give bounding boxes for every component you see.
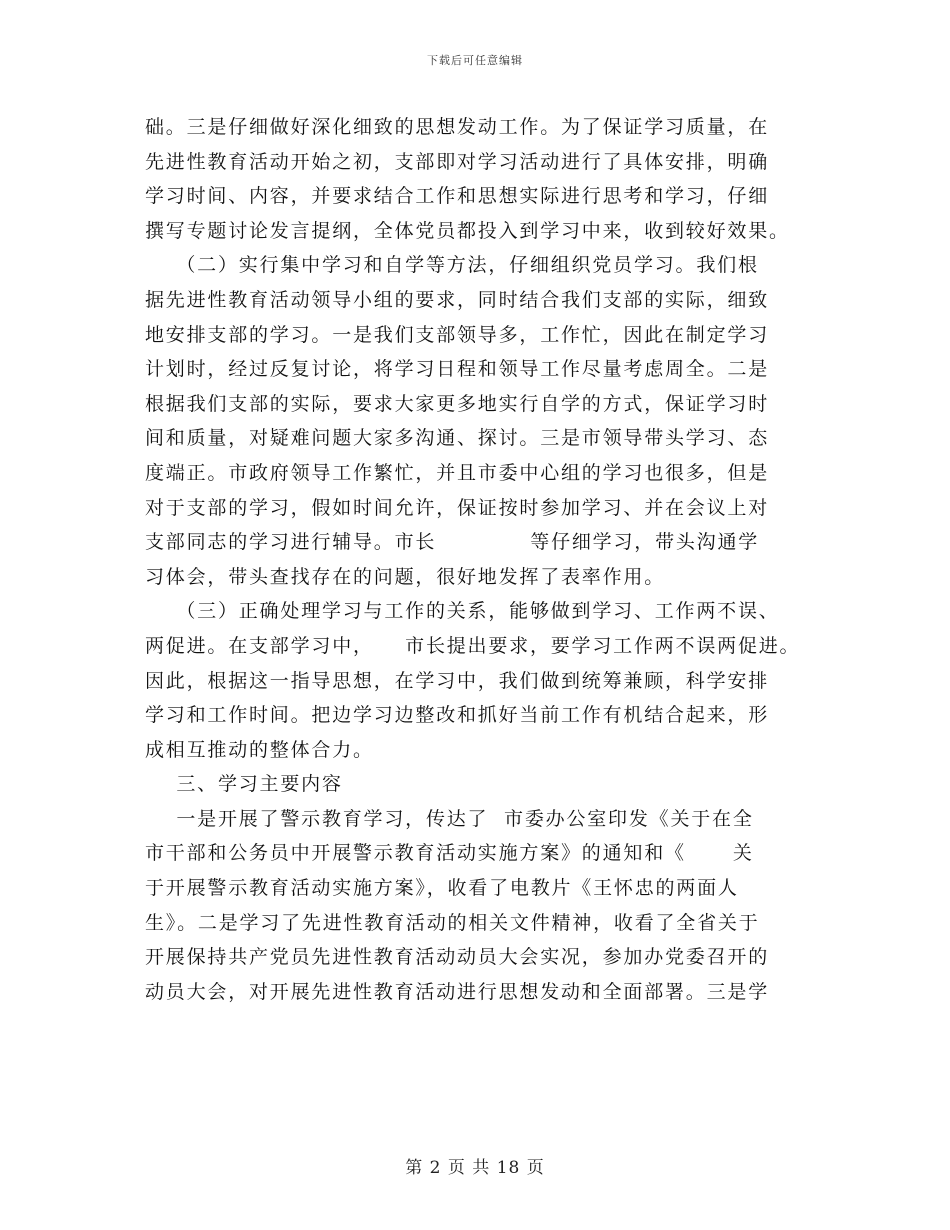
text-line: 学习和工作时间。把边学习边整改和抓好当前工作有机结合起来，形	[145, 704, 770, 727]
text-line: 一是开展了警示教育学习，传达了 市委办公室印发《关于在全	[145, 807, 754, 830]
text-line: 据先进性教育活动领导小组的要求，同时结合我们支部的实际，细致	[145, 288, 770, 311]
text-line: 因此，根据这一指导思想，在学习中，我们做到统筹兼顾，科学安排	[145, 669, 770, 692]
text-line: 市干部和公务员中开展警示教育活动实施方案》的通知和《 关	[145, 842, 754, 865]
text-line: 础。三是仔细做好深化细致的思想发动工作。为了保证学习质量，在	[145, 116, 770, 138]
text-line: 生》。二是学习了先进性教育活动的相关文件精神，收看了全省关于	[145, 911, 760, 934]
text-line: 于开展警示教育活动实施方案》，收看了电教片《王怀忠的两面人	[145, 877, 739, 900]
page-header: 下载后可任意编辑	[427, 54, 523, 67]
text-line: 习体会，带头查找存在的问题，很好地发挥了表率作用。	[145, 565, 666, 588]
text-line: （二）实行集中学习和自学等方法，仔细组织党员学习。我们根	[145, 254, 759, 277]
text-line: 地安排支部的学习。一是我们支部领导多，工作忙，因此在制定学习	[145, 323, 770, 346]
text-line: 撰写专题讨论发言提纲，全体党员都投入到学习中来，收到较好效果。	[145, 219, 790, 242]
text-line: 两促进。在支部学习中， 市长提出要求，要学习工作两不误两促进。	[145, 634, 801, 657]
text-line: 先进性教育活动开始之初，支部即对学习活动进行了具体安排，明确	[145, 150, 770, 173]
text-line: 根据我们支部的实际，要求大家更多地实行自学的方式，保证学习时	[145, 392, 770, 415]
text-line: 计划时，经过反复讨论，将学习日程和领导工作尽量考虑周全。二是	[145, 358, 770, 381]
text-line: 间和质量，对疑难问题大家多沟通、探讨。三是市领导带头学习、态	[145, 427, 770, 450]
section-heading: 三、学习主要内容	[145, 773, 343, 796]
text-line: 成相互推动的整体合力。	[145, 738, 374, 761]
text-line: （三）正确处理学习与工作的关系，能够做到学习、工作两不误、	[145, 600, 780, 623]
text-line: 度端正。市政府领导工作繁忙，并且市委中心组的学习也很多，但是	[145, 461, 770, 484]
body-text	[145, 110, 845, 1009]
page-number-footer: 第 2 页 共 18 页	[405, 1158, 545, 1178]
text-line: 对于支部的学习，假如时间允许，保证按时参加学习、并在会议上对	[145, 496, 770, 519]
text-line: 支部同志的学习进行辅导。市长 等仔细学习，带头沟通学	[145, 531, 760, 554]
text-line: 学习时间、内容，并要求结合工作和思想实际进行思考和学习，仔细	[145, 185, 770, 208]
text-line: 开展保持共产党员先进性教育活动动员大会实况，参加办党委召开的	[145, 946, 770, 969]
text-line: 动员大会，对开展先进性教育活动进行思想发动和全面部署。三是学	[145, 980, 770, 1003]
